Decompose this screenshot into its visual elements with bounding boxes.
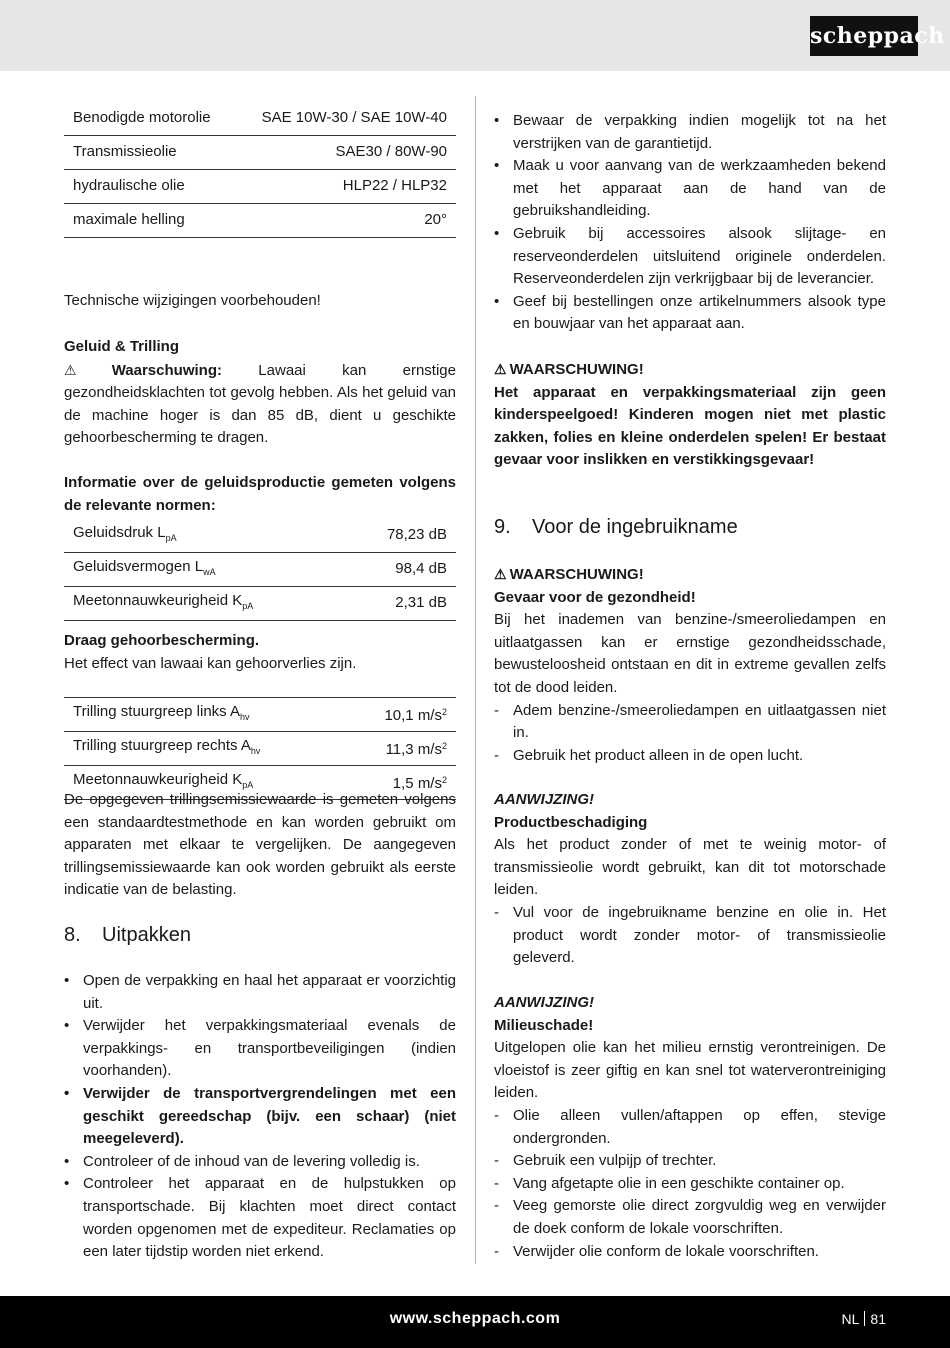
page-footer xyxy=(0,1296,950,1348)
row-value xyxy=(234,170,456,204)
row-value xyxy=(345,519,456,553)
note-environment-list xyxy=(494,1105,886,1263)
row-label-text: maximale helling xyxy=(73,211,185,229)
row-label xyxy=(64,519,345,553)
list-marker: - xyxy=(494,1152,499,1170)
row-label xyxy=(64,732,346,766)
page-number-value: 81 xyxy=(870,1311,886,1327)
warning-text: Bij het inademen van benzine-/smeeroliedampen en uitlaatgassen kan er ernstige gezondheidsschade, bewusteloosheid ontstaan en dit in extreme gevallen zelfs tot de dood leiden. xyxy=(494,611,886,696)
vibration-table xyxy=(64,697,456,800)
warning-triangle-icon: ⚠ xyxy=(64,361,109,378)
row-value-superscript: 2 xyxy=(441,707,447,718)
noise-warning-text: Lawaai kan ernstige gezondheidsklachten tot gevolg hebben. Als het geluid van de machine hoger is dan 85 dB, dient u geschikte gehoorbescherming te dragen. xyxy=(64,361,456,447)
noise-warning xyxy=(64,359,456,450)
list-item xyxy=(494,155,886,223)
list-marker: - xyxy=(494,746,499,764)
list-item-text: Controleer het apparaat en de hulpstukken op transportschade. Bij klachten moet direct contact worden opgenomen met de expediteur. Reclamaties op een later tijdstip worden niet erkend. xyxy=(83,1175,456,1261)
noise-heading: Geluid & Trilling xyxy=(64,338,180,355)
list-item-text: Maak u voor aanvang van de werkzaamheden bekend met het apparaat aan de hand van de gebruikshandleiding. xyxy=(513,157,886,220)
table-row xyxy=(64,698,456,732)
row-label-text: Benodigde motorolie xyxy=(73,109,211,127)
list-item xyxy=(494,291,886,336)
spec-table xyxy=(64,102,456,238)
row-label-text: hydraulische olie xyxy=(73,177,185,195)
website-link[interactable]: www.scheppach.com xyxy=(389,1310,561,1327)
section-title: Uitpakken xyxy=(102,924,191,946)
table-row xyxy=(64,587,456,621)
row-label-subscript: wA xyxy=(203,566,216,577)
list-item xyxy=(64,1015,456,1083)
row-label xyxy=(64,204,234,238)
row-value-text: 98,4 dB xyxy=(395,560,447,578)
row-label xyxy=(64,170,234,204)
list-item xyxy=(494,745,886,768)
list-marker: • xyxy=(494,112,500,129)
row-value xyxy=(234,204,456,238)
row-value-text: 78,23 dB xyxy=(386,526,447,544)
list-item-text: Controleer of de inhoud van de levering volledig is. xyxy=(83,1152,420,1170)
list-item-text: Bewaar de verpakking indien mogelijk tot na het verstrijken van de garantietijd. xyxy=(513,112,886,152)
table-row xyxy=(64,170,456,204)
spec-table-block xyxy=(64,102,456,238)
note-environment xyxy=(494,992,886,1263)
row-label xyxy=(64,553,345,587)
row-label-subscript: pA xyxy=(242,779,254,790)
row-label-text: Meetonnauwkeurigheid K xyxy=(73,770,243,788)
list-marker: - xyxy=(494,1197,499,1215)
row-label xyxy=(64,587,345,621)
noise-section xyxy=(64,336,456,450)
warning-children xyxy=(494,358,886,472)
noise-warning-label: Waarschuwing: xyxy=(111,361,222,379)
list-item xyxy=(64,1083,456,1151)
row-value-text: 20° xyxy=(424,211,447,229)
row-value xyxy=(345,553,456,587)
table-row xyxy=(64,102,456,136)
section-number: 9. xyxy=(494,516,511,538)
list-marker: - xyxy=(494,903,499,921)
note-subtitle: Milieuschade! xyxy=(494,1016,594,1034)
tech-note: Technische wijzigingen voorbehouden! xyxy=(64,292,321,309)
packaging-list-block xyxy=(494,110,886,336)
list-item-text: Verwijder de transportvergrendelingen met een geschikt gereedschap (bijv. een schaar) (niet meegeleverd). xyxy=(83,1084,456,1148)
row-label-text: Geluidsdruk L xyxy=(73,523,166,541)
page-number xyxy=(842,1311,886,1327)
list-item xyxy=(494,1195,886,1240)
scheppach-logo: scheppach xyxy=(810,16,918,56)
row-label xyxy=(64,698,346,732)
list-item xyxy=(494,223,886,291)
warning-title xyxy=(494,358,886,382)
list-item xyxy=(494,902,886,970)
list-marker: • xyxy=(494,157,500,175)
table-row xyxy=(64,732,456,766)
row-value xyxy=(345,587,456,621)
unpack-list xyxy=(64,970,456,1264)
list-marker: • xyxy=(494,224,500,242)
section-9-title xyxy=(494,515,886,539)
table-row xyxy=(64,204,456,238)
list-item xyxy=(64,970,456,1015)
hearing-text: Het effect van lawaai kan gehoorverlies zijn. xyxy=(64,654,357,672)
list-item-text: Geef bij bestellingen onze artikelnummers alsook type en bouwjaar van het apparaat aan. xyxy=(513,292,886,333)
warning-health xyxy=(494,563,886,767)
warning-text: Het apparaat en verpakkingsmateriaal zijn geen kinderspeelgoed! Kinderen mogen niet met plastic zakken, folies en kleine onderdelen spelen! Er bestaat gevaar voor inslikken en verstikkingsgevaar! xyxy=(494,383,886,469)
row-value-superscript: 2 xyxy=(441,775,447,786)
language-code: NL xyxy=(841,1311,860,1327)
list-item xyxy=(494,1150,886,1173)
row-label-subscript: pA xyxy=(242,600,254,611)
list-marker: • xyxy=(64,972,70,989)
row-label xyxy=(64,102,234,136)
list-item-text: Gebruik een vulpijp of trechter. xyxy=(513,1152,717,1170)
list-item xyxy=(494,1241,886,1264)
list-item-text: Verwijder het verpakkingsmateriaal evenals de verpakkings- en transportbeveiligingen (indien voorhanden). xyxy=(83,1017,456,1080)
list-item-text: Verwijder olie conform de lokale voorschriften. xyxy=(513,1242,819,1260)
section-title: Voor de ingebruikname xyxy=(532,516,738,538)
warning-subtitle: Gevaar voor de gezondheid! xyxy=(494,588,696,606)
warning-title-text: WAARSCHUWING! xyxy=(509,566,644,583)
note-title: AANWIJZING! xyxy=(494,791,594,808)
row-value-text: 1,5 m/s xyxy=(392,775,442,793)
list-marker: • xyxy=(64,1175,70,1193)
warning-triangle-icon: ⚠ xyxy=(494,566,507,582)
list-marker: - xyxy=(494,1174,499,1192)
hearing-heading: Draag gehoorbescherming. xyxy=(64,632,260,649)
vibration-text: De opgegeven trillingsemissiewaarde is gemeten volgens een standaardtestmethode en kan worden gebruikt om apparaten met elkaar te vergelijken. De aangegeven trillingsemissiewaarde kan ook worden gebruikt als eerste indicatie van de belasting. xyxy=(64,791,456,899)
list-marker: • xyxy=(64,1084,70,1102)
row-value-text: HLP22 / HLP32 xyxy=(342,177,447,195)
list-marker: • xyxy=(64,1017,70,1035)
hearing-section xyxy=(64,630,456,675)
list-item-text: Adem benzine-/smeeroliedampen en uitlaatgassen niet in. xyxy=(513,701,886,742)
section-number: 8. xyxy=(64,924,81,946)
row-value xyxy=(346,698,456,732)
note-subtitle: Productbeschadiging xyxy=(494,813,648,831)
row-value-superscript: 2 xyxy=(441,741,447,752)
warning-title-text: WAARSCHUWING! xyxy=(509,361,644,378)
note-text: Uitgelopen olie kan het milieu ernstig verontreinigen. De vloeistof is zeer giftig en kan snel tot waterverontreiniging leiden. xyxy=(494,1039,886,1102)
list-item xyxy=(494,1173,886,1196)
note-product-list xyxy=(494,902,886,970)
row-label-subscript: pA xyxy=(165,532,177,543)
list-item-text: Olie alleen vullen/aftappen op effen, stevige ondergronden. xyxy=(513,1106,886,1147)
warning-triangle-icon: ⚠ xyxy=(494,361,507,377)
list-item-text: Vang afgetapte olie in een geschikte container op. xyxy=(513,1174,845,1192)
row-value-text: SAE30 / 80W-90 xyxy=(335,143,447,161)
row-value xyxy=(234,136,456,170)
row-label xyxy=(64,136,234,170)
list-item xyxy=(64,1173,456,1263)
noise-table-block xyxy=(64,519,456,621)
vibration-table-block xyxy=(64,697,456,800)
noise-table xyxy=(64,519,456,621)
list-item-text: Gebruik bij accessoires alsook slijtage- en reserveonderdelen uitsluitend originele onderdelen. Reserveonderdelen zijn verkrijgbaar bij de leverancier. xyxy=(513,224,886,288)
row-value-text: 11,3 m/s xyxy=(385,741,442,759)
row-value-text: 10,1 m/s xyxy=(384,707,442,725)
row-value xyxy=(234,102,456,136)
row-label-subscript: hv xyxy=(250,745,261,756)
list-item-text: Veeg gemorste olie direct zorgvuldig weg en verwijder de doek conform de lokale voorschriften. xyxy=(513,1197,886,1237)
row-value xyxy=(346,732,456,766)
list-item xyxy=(494,1105,886,1150)
column-divider xyxy=(475,96,476,1264)
row-label-text: Geluidsvermogen L xyxy=(73,557,204,575)
section-8-title xyxy=(64,923,456,947)
row-value-text: SAE 10W-30 / SAE 10W-40 xyxy=(261,109,447,127)
list-marker: - xyxy=(494,701,499,719)
list-item xyxy=(494,700,886,745)
list-item xyxy=(494,110,886,155)
list-item xyxy=(64,1151,456,1174)
table-row xyxy=(64,519,456,553)
row-value-text: 2,31 dB xyxy=(395,594,447,612)
row-label-text: Transmissieolie xyxy=(73,143,177,161)
packaging-list xyxy=(494,110,886,336)
list-item-text: Vul voor de ingebruikname benzine en olie in. Het product wordt zonder motor- of transmissieolie geleverd. xyxy=(513,903,886,967)
table-row xyxy=(64,136,456,170)
note-product-damage xyxy=(494,789,886,970)
list-marker: • xyxy=(64,1152,70,1170)
noise-info: Informatie over de geluidsproductie gemeten volgens de relevante normen: xyxy=(64,474,456,514)
warning-title xyxy=(494,563,886,587)
row-label-text: Meetonnauwkeurigheid K xyxy=(73,591,243,609)
list-marker: - xyxy=(494,1242,499,1260)
list-item-text: Gebruik het product alleen in de open lucht. xyxy=(513,746,804,764)
separator xyxy=(864,1311,865,1326)
note-title: AANWIJZING! xyxy=(494,994,594,1011)
warning-health-list xyxy=(494,700,886,768)
unpack-list-block xyxy=(64,970,456,1264)
row-label-text: Trilling stuurgreep rechts A xyxy=(73,736,251,754)
row-label-subscript: hv xyxy=(240,711,250,722)
list-marker: • xyxy=(494,292,500,310)
table-row xyxy=(64,553,456,587)
note-text: Als het product zonder of met te weinig motor- of transmissieolie wordt gebruikt, kan dit tot motorschade leiden. xyxy=(494,836,886,899)
list-marker: - xyxy=(494,1106,499,1124)
row-label-text: Trilling stuurgreep links A xyxy=(73,702,241,720)
page-header xyxy=(0,0,950,71)
list-item-text: Open de verpakking en haal het apparaat er voorzichtig uit. xyxy=(83,972,456,1012)
